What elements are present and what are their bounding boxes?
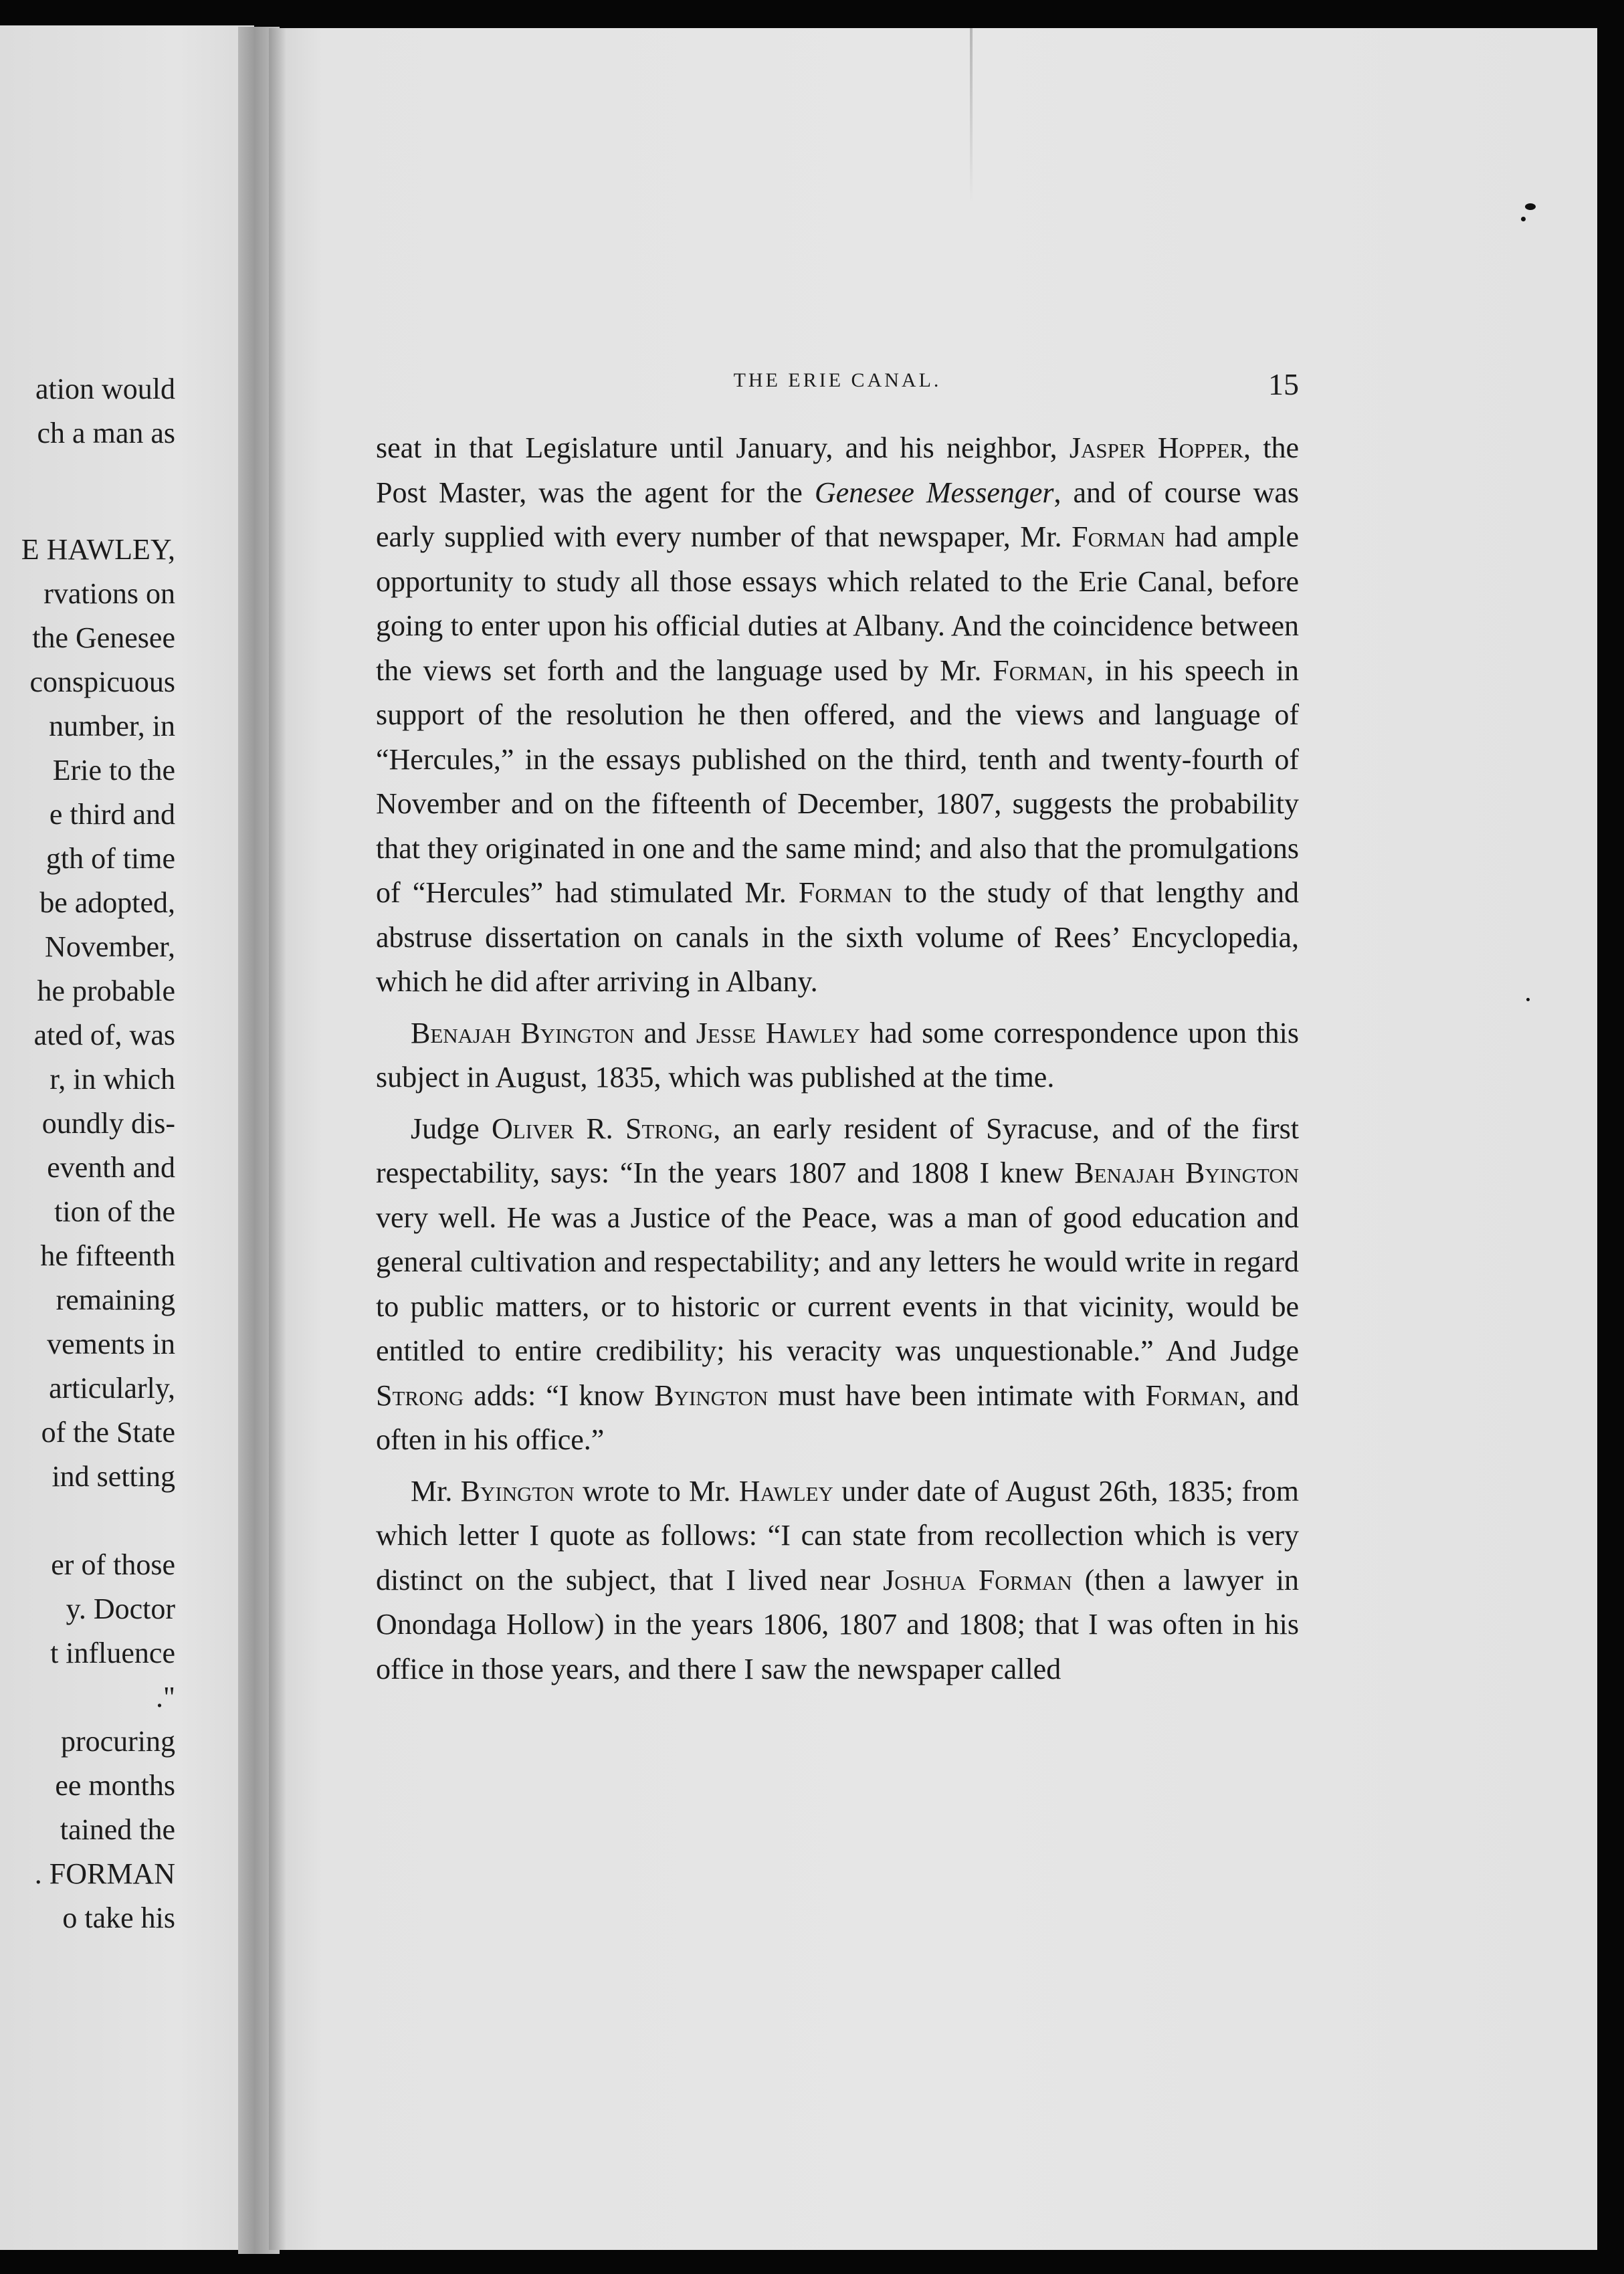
text-run: adds: “I know (464, 1378, 655, 1412)
left-page-text-fragment: Erie to the (52, 754, 175, 787)
left-page-text-fragment: he probable (37, 974, 175, 1007)
text-run: , the Post Master, was the agent for the (376, 431, 1299, 509)
left-page-text-fragment: E HAWLEY, (21, 533, 175, 566)
text-run: , and of course was early supplied with every number of that newspaper, Mr. (376, 476, 1299, 553)
person-name: Oliver (491, 1112, 575, 1145)
left-page-text-fragment: o take his (62, 1901, 175, 1934)
text-run: seat in that Legislature until January, and his neighbor, (376, 431, 1070, 464)
left-page-text-fragment: be adopted, (39, 886, 175, 919)
left-page-text-fragment: the Genesee (32, 621, 175, 654)
running-head: THE ERIE CANAL. (733, 369, 942, 391)
left-page-text-fragment: ind setting (52, 1460, 175, 1493)
text-run: , and often in his office.” (376, 1378, 1299, 1456)
person-name: Forman (798, 876, 892, 909)
text-run: and (634, 1016, 696, 1049)
paragraph (376, 426, 1299, 1005)
text-run: (then a lawyer in Onondaga Hollow) in the years 1806, 1807 and 1808; that I was often in his office in those years, and there I saw the newspaper called (376, 1563, 1299, 1685)
right-page (269, 28, 1597, 2250)
paragraph (376, 1011, 1299, 1100)
dust-speck (1526, 998, 1530, 1001)
person-name: Benajah Byington (411, 1016, 635, 1049)
paragraph (376, 1469, 1299, 1692)
left-page-text-fragment: ch a man as (37, 417, 175, 449)
text-run: must have been intimate with (768, 1378, 1146, 1412)
person-name: Jasper Hopper (1069, 431, 1243, 464)
left-page-text-fragment: t influence (50, 1637, 175, 1669)
person-name: Forman (993, 653, 1087, 687)
left-page-text-fragment: ation would (35, 373, 175, 405)
body-text (376, 426, 1299, 1698)
left-page-text-fragment: e third and (49, 798, 175, 831)
left-page-text-fragment: ee months (55, 1769, 175, 1802)
left-facing-page (0, 25, 254, 2250)
paragraph (376, 1107, 1299, 1463)
left-page-text-fragment: remaining (56, 1283, 175, 1316)
text-run: Judge (411, 1112, 492, 1145)
left-page-text-fragment: tion of the (54, 1195, 175, 1228)
left-page-text-fragment: procuring (60, 1725, 175, 1758)
left-page-text-fragment: oundly dis- (41, 1107, 175, 1140)
person-name: Joshua Forman (883, 1563, 1072, 1596)
left-page-text-fragment: y. Doctor (66, 1592, 175, 1625)
dust-speck (1521, 217, 1526, 221)
text-run: R. (574, 1112, 625, 1145)
page-edge-shadow (269, 28, 286, 2250)
text-run: wrote to Mr. (574, 1474, 739, 1508)
text-run: , an early resident of Syracuse, and of the first respectability, says: “In the years 1807 and 1808 I knew (376, 1112, 1300, 1189)
left-page-text-fragment: ." (156, 1681, 175, 1714)
left-page-text-fragment: . FORMAN (34, 1857, 175, 1890)
person-name: Byington (460, 1474, 575, 1508)
left-page-text-fragment: he fifteenth (40, 1239, 175, 1272)
left-page-text-fragment: vements in (47, 1328, 175, 1360)
text-run: very well. He was a Justice of the Peace, was a man of good education and general cultivation and respectability; and any letters he would write in regard to public matters, or to historic or current events in that vicinity, would be entitled to entire credibility; his veracity was unquestionable.” And Judge (376, 1201, 1299, 1367)
page-number: 15 (1268, 367, 1299, 401)
left-page-text-fragment: number, in (49, 710, 175, 742)
left-page-text-fragment: November, (45, 930, 175, 963)
text-run: to the study of that lengthy and abstruse dissertation on canals in the sixth volume of Rees’ Encyclopedia, which he did after arriving in Albany. (376, 876, 1299, 998)
left-page-text-fragment: articularly, (49, 1372, 175, 1405)
left-page-text-fragment: er of those (51, 1548, 175, 1581)
text-run: had some correspondence upon this subject in August, 1835, which was published at the time. (376, 1016, 1299, 1094)
text-run: , in his speech in support of the resolution he then offered, and the views and language of “Hercules,” in the essays published on the third, tenth and twenty-fourth of November and on the fifteenth of December, 1807, suggests the probability that they originated in one and the same mind; and also that the promulgations of “Hercules” had stimulated Mr. (376, 653, 1299, 909)
text-run: Mr. (411, 1474, 461, 1508)
person-name: Strong (625, 1112, 714, 1145)
left-page-text-fragment: of the State (41, 1416, 175, 1449)
person-name: Hawley (738, 1474, 833, 1508)
left-page-text-fragment: tained the (60, 1813, 175, 1846)
person-name: Jesse Hawley (696, 1016, 860, 1049)
left-page-text-fragment: ated of, was (33, 1019, 175, 1051)
person-name: Forman (1072, 520, 1165, 553)
newspaper-title: Genesee Messenger (814, 476, 1054, 509)
person-name: Forman (1145, 1378, 1239, 1412)
text-run: under date of August 26th, 1835; from which letter I quote as follows: “I can state from recollection which is very distinct on the subject, that I lived near (376, 1474, 1299, 1596)
left-page-text-fragment: conspicuous (29, 665, 175, 698)
person-name: Strong (376, 1378, 464, 1412)
left-page-text-fragment: r, in which (49, 1063, 175, 1096)
left-page-text-fragment: eventh and (47, 1151, 175, 1184)
paper-crease (970, 28, 973, 202)
left-page-text-fragment: gth of time (45, 842, 175, 875)
person-name: Byington (654, 1378, 769, 1412)
person-name: Benajah Byington (1074, 1156, 1299, 1189)
text-run: had ample opportunity to study all those essays which related to the Erie Canal, before going to enter upon his official duties at Albany. And the coincidence between the views set forth and the language used by Mr. (376, 520, 1299, 687)
left-page-text-fragment: rvations on (43, 577, 175, 610)
dust-speck (1525, 203, 1536, 210)
